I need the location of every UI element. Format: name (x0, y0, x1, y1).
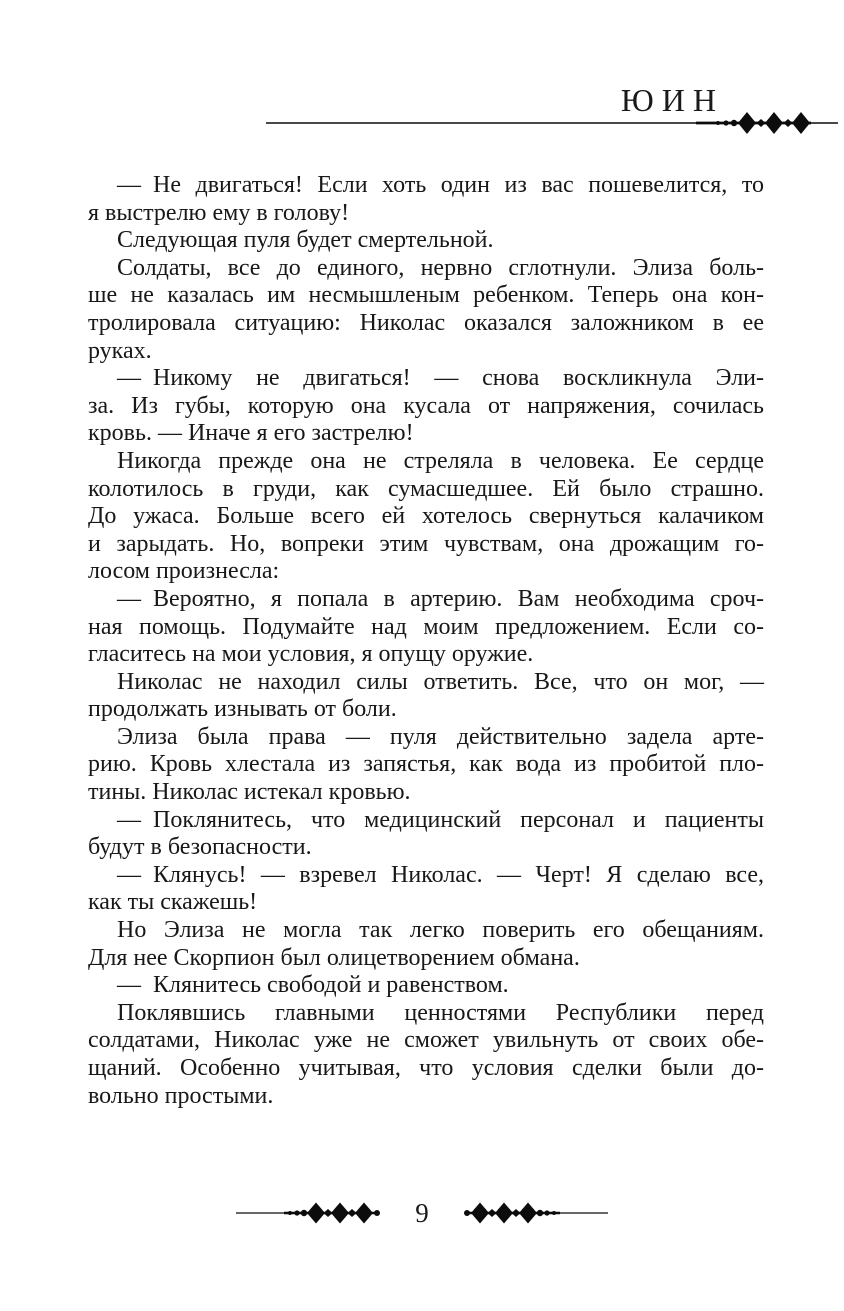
text-line: вольно простыми. (88, 1082, 274, 1109)
text-line: как ты скажешь! (88, 889, 258, 916)
text-line: — Не двигаться! Если хоть один из вас пошевелится, то (117, 172, 764, 198)
page-footer (0, 1196, 844, 1230)
text-line: — Клянитесь свободой и равенством. (117, 972, 509, 999)
paragraph (88, 255, 764, 365)
paragraph (88, 365, 764, 448)
paragraph (88, 586, 764, 669)
text-line: рию. Кровь хлестала из запястья, как вода из пробитой пло- (88, 751, 764, 778)
paragraph (88, 448, 764, 586)
text-line: Следующая пуля будет смертельной. (117, 227, 494, 254)
text-line: ная помощь. Подумайте над моим предложением. Если со- (88, 613, 764, 640)
text-line: — Клянусь! — взревел Николас. — Черт! Я сделаю все, (117, 861, 764, 888)
text-line: тролировала ситуацию: Николас оказался заложником в ее (88, 309, 764, 336)
diamond-flourish-icon (458, 1200, 608, 1226)
paragraph (88, 972, 764, 1000)
diamond-flourish-rule-icon (266, 109, 838, 137)
paragraph (88, 724, 764, 807)
text-line: ше не казалась им несмышленым ребенком. Теперь она кон- (88, 282, 764, 309)
chapter-title: ЮИН (620, 82, 724, 118)
page-body (88, 172, 764, 1110)
text-line: будут в безопасности. (88, 834, 312, 861)
text-line: солдатами, Николас уже не сможет увильнуть от своих обе- (88, 1027, 764, 1054)
text-line: Поклявшись главными ценностями Республики перед (117, 999, 764, 1026)
text-line: — Вероятно, я попала в артерию. Вам необходима сроч- (117, 585, 764, 612)
text-line: тины. Николас истекал кровью. (88, 779, 411, 806)
text-line: за. Из губы, которую она кусала от напряжения, сочилась (88, 392, 764, 419)
diamond-flourish-icon (236, 1200, 386, 1226)
text-line: Никогда прежде она не стреляла в человека. Ее сердце (117, 447, 764, 474)
text-line: щаний. Особенно учитывая, что условия сделки были до- (88, 1055, 764, 1081)
paragraph (88, 172, 764, 227)
text-line: Но Элиза не могла так легко поверить его обещаниям. (117, 917, 764, 944)
text-line: До ужаса. Больше всего ей хотелось свернуться калачиком (88, 503, 764, 530)
text-line: Для нее Скорпион был олицетворением обмана. (88, 944, 580, 971)
paragraph (88, 669, 764, 724)
paragraph (88, 807, 764, 862)
paragraph (88, 227, 764, 255)
text-line: и зарыдать. Но, вопреки этим чувствам, она дрожащим го- (88, 530, 764, 557)
text-line: руках. (88, 337, 152, 364)
page-number: 9 (415, 1197, 429, 1228)
paragraph (88, 862, 764, 917)
text-line: я выстрелю ему в голову! (88, 199, 350, 226)
text-line: кровь. — Иначе я его застрелю! (88, 420, 414, 447)
text-line: лосом произнесла: (88, 558, 280, 585)
text-line: — Никому не двигаться! — снова воскликнула Эли- (117, 365, 764, 392)
text-line: продолжать изнывать от боли. (88, 696, 397, 723)
text-line: Николас не находил силы ответить. Все, что он мог, — (117, 668, 764, 695)
text-line: гласитесь на мои условия, я опущу оружие. (88, 641, 534, 668)
text-line: Солдаты, все до единого, нервно сглотнули. Элиза боль- (117, 254, 764, 281)
header-rule (266, 109, 838, 137)
text-line: колотилось в груди, как сумасшедшее. Ей было страшно. (88, 475, 764, 502)
text-line: Элиза была права — пуля действительно задела арте- (117, 723, 764, 750)
paragraph (88, 917, 764, 972)
text-line: — Поклянитесь, что медицинский персонал и пациенты (117, 806, 764, 833)
paragraph (88, 1000, 764, 1110)
